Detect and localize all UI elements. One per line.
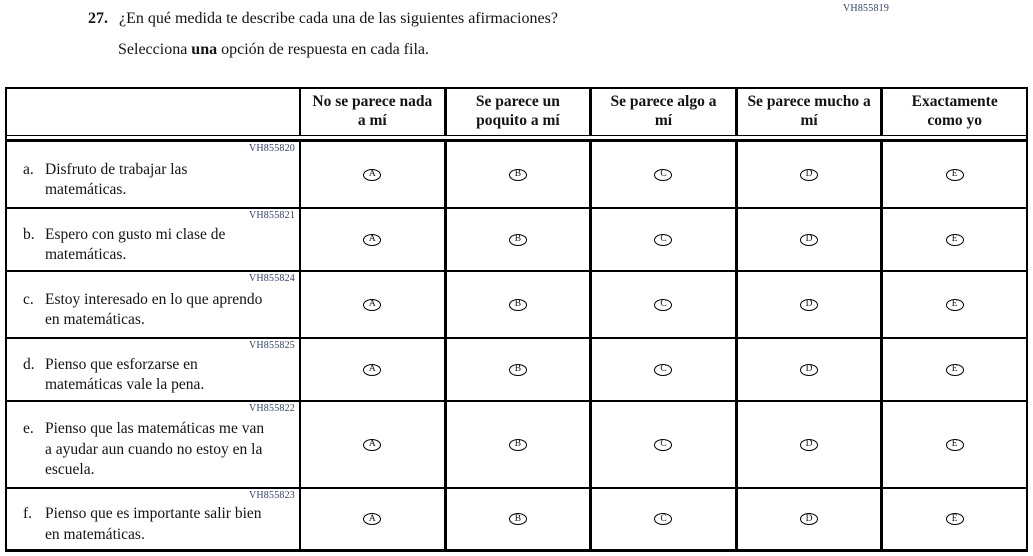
option-cell-a-E [880, 142, 1026, 207]
option-cell-c-B [444, 272, 590, 337]
header-col-nada: No se parece nada a mí [299, 89, 444, 135]
option-bubble-c-E[interactable]: E [946, 299, 964, 311]
option-bubble-a-A[interactable]: A [363, 169, 381, 181]
form-code: VH855819 [843, 3, 890, 14]
option-bubble-a-B[interactable]: B [509, 169, 527, 181]
statement-cell-d [7, 339, 299, 400]
table-row-a [7, 142, 1026, 207]
statement-text-d: Pienso que esforzarse en matemáticas vale la pena. [45, 355, 205, 393]
statement-letter-c: c. [23, 290, 34, 308]
item-code-c: VH855824 [248, 273, 295, 284]
statement-letter-a: a. [23, 160, 34, 178]
statement-text-a: Disfruto de trabajar las matemáticas. [45, 160, 188, 198]
statement-text-e: Pienso que las matemáticas me van a ayudar aun cuando no estoy en la escuela. [45, 420, 265, 479]
statement-cell-a [7, 142, 299, 207]
statement-text-f: Pienso que es importante salir bien en matemáticas. [45, 505, 262, 543]
question-number: 27. [88, 10, 108, 27]
option-bubble-d-A[interactable]: A [363, 364, 381, 376]
statement-e [7, 408, 265, 480]
item-code-e: VH855822 [248, 403, 295, 414]
option-cell-e-C [589, 402, 735, 487]
option-cell-a-B [444, 142, 590, 207]
item-code-f: VH855823 [248, 490, 295, 501]
option-cell-f-A [299, 489, 444, 549]
header-col-algo: Se parece algo a mí [589, 89, 735, 135]
option-cell-c-C [589, 272, 735, 337]
statement-text-b: Espero con gusto mi clase de matemáticas. [45, 225, 226, 263]
table-row-d [7, 337, 1026, 400]
statement-cell-b [7, 209, 299, 270]
option-cell-e-D [735, 402, 881, 487]
option-cell-d-E [880, 339, 1026, 400]
option-bubble-e-D[interactable]: D [800, 439, 818, 451]
header-empty-cell [7, 89, 299, 135]
option-cell-d-D [735, 339, 881, 400]
header-col-exactamente: Exactamente como yo [880, 89, 1026, 135]
option-cell-f-C [589, 489, 735, 549]
question-text: ¿En qué medida te describe cada una de las siguientes afirmaciones? [119, 10, 558, 27]
statement-letter-f: f. [23, 505, 33, 523]
option-cell-c-E [880, 272, 1026, 337]
statement-cell-c [7, 272, 299, 337]
option-cell-a-D [735, 142, 881, 207]
option-bubble-b-B[interactable]: B [509, 234, 527, 246]
option-cell-e-B [444, 402, 590, 487]
option-bubble-d-B[interactable]: B [509, 364, 527, 376]
option-bubble-f-A[interactable]: A [363, 513, 381, 525]
option-cell-d-A [299, 339, 444, 400]
statement-cell-f [7, 489, 299, 549]
instruction-pre: Selecciona [118, 41, 192, 58]
statement-text-c: Estoy interesado en lo que aprendo en matemáticas. [45, 290, 263, 328]
option-cell-d-B [444, 339, 590, 400]
option-bubble-a-D[interactable]: D [800, 169, 818, 181]
option-bubble-d-E[interactable]: E [946, 364, 964, 376]
option-cell-a-C [589, 142, 735, 207]
statement-c [7, 279, 265, 331]
option-cell-b-C [589, 209, 735, 270]
option-bubble-b-A[interactable]: A [363, 234, 381, 246]
option-cell-b-D [735, 209, 881, 270]
option-bubble-f-E[interactable]: E [946, 513, 964, 525]
option-cell-f-E [880, 489, 1026, 549]
option-bubble-b-D[interactable]: D [800, 234, 818, 246]
header-separator-double-rule [7, 135, 1026, 142]
instruction-bold: una [191, 41, 218, 58]
instruction-post: opción de respuesta en cada fila. [217, 41, 429, 58]
option-bubble-f-B[interactable]: B [509, 513, 527, 525]
option-bubble-d-D[interactable]: D [800, 364, 818, 376]
option-bubble-c-C[interactable]: C [654, 299, 672, 311]
option-bubble-c-D[interactable]: D [800, 299, 818, 311]
option-cell-d-C [589, 339, 735, 400]
statement-d [7, 344, 265, 396]
option-cell-a-A [299, 142, 444, 207]
table-row-e [7, 400, 1026, 487]
option-bubble-e-A[interactable]: A [363, 439, 381, 451]
response-matrix-table [5, 87, 1028, 552]
item-code-b: VH855821 [248, 210, 295, 221]
option-bubble-e-E[interactable]: E [946, 439, 964, 451]
option-bubble-b-C[interactable]: C [654, 234, 672, 246]
option-cell-e-E [880, 402, 1026, 487]
option-cell-f-D [735, 489, 881, 549]
header-col-poquito: Se parece un poquito a mí [444, 89, 590, 135]
option-bubble-e-B[interactable]: B [509, 439, 527, 451]
item-code-d: VH855825 [248, 340, 295, 351]
option-bubble-c-A[interactable]: A [363, 299, 381, 311]
option-cell-e-A [299, 402, 444, 487]
statement-letter-d: d. [23, 355, 35, 373]
option-cell-c-D [735, 272, 881, 337]
option-cell-c-A [299, 272, 444, 337]
option-cell-f-B [444, 489, 590, 549]
statement-letter-e: e. [23, 420, 34, 438]
statement-letter-b: b. [23, 225, 35, 243]
statement-b [7, 214, 265, 266]
option-cell-b-B [444, 209, 590, 270]
option-bubble-d-C[interactable]: C [654, 364, 672, 376]
header-col-mucho: Se parece mucho a mí [735, 89, 881, 135]
table-row-b [7, 207, 1026, 270]
statement-f [7, 493, 265, 545]
item-code-a: VH855820 [248, 143, 295, 154]
option-bubble-f-D[interactable]: D [800, 513, 818, 525]
option-bubble-e-C[interactable]: C [654, 439, 672, 451]
option-bubble-b-E[interactable]: E [946, 234, 964, 246]
table-row-c [7, 270, 1026, 337]
question-line [88, 10, 558, 28]
option-cell-b-A [299, 209, 444, 270]
question-instruction [118, 41, 429, 59]
option-bubble-f-C[interactable]: C [654, 513, 672, 525]
statement-a [7, 149, 265, 201]
statement-cell-e [7, 402, 299, 487]
header-row [7, 89, 1026, 135]
table-row-f [7, 487, 1026, 549]
option-bubble-a-E[interactable]: E [946, 169, 964, 181]
option-bubble-a-C[interactable]: C [654, 169, 672, 181]
option-bubble-c-B[interactable]: B [509, 299, 527, 311]
option-cell-b-E [880, 209, 1026, 270]
